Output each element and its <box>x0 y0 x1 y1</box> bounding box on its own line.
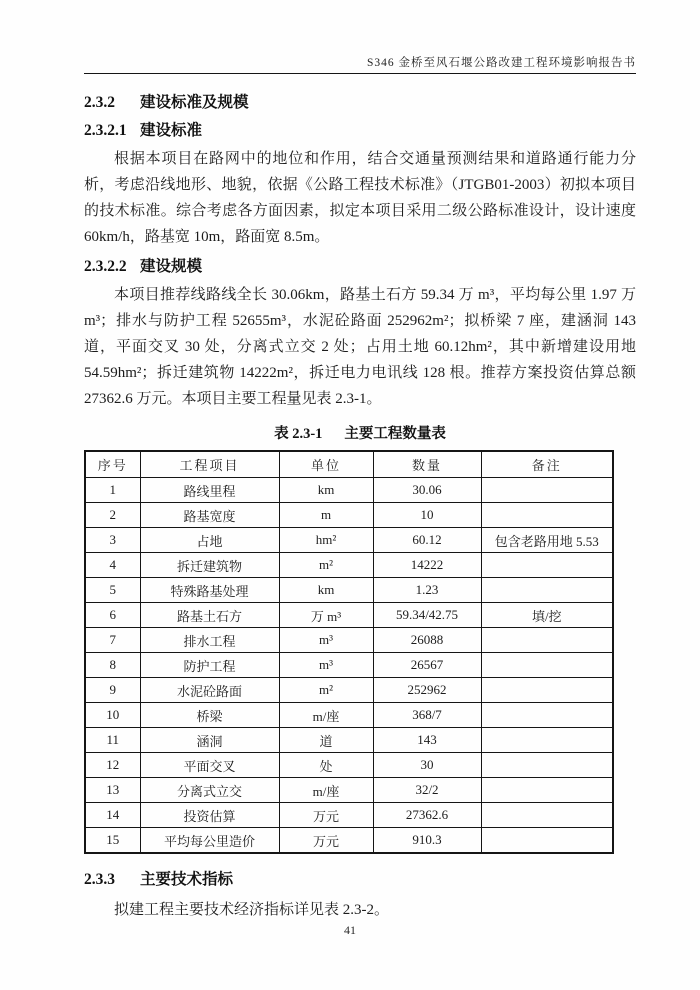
section-heading-2322 <box>84 256 636 278</box>
col-header-item: 工程项目 <box>140 451 279 478</box>
cell-unit: m² <box>279 553 373 578</box>
section-number: 2.3.3 <box>84 871 115 888</box>
cell-note <box>481 553 613 578</box>
cell-note <box>481 678 613 703</box>
cell-qty: 60.12 <box>373 528 481 553</box>
cell-seq: 9 <box>85 678 140 703</box>
cell-seq: 8 <box>85 653 140 678</box>
table-body <box>85 478 613 854</box>
cell-note <box>481 653 613 678</box>
table-caption <box>84 422 636 443</box>
cell-note: 包含老路用地 5.53 <box>481 528 613 553</box>
cell-unit: m/座 <box>279 778 373 803</box>
cell-qty: 910.3 <box>373 828 481 854</box>
table-row <box>85 753 613 778</box>
cell-item: 涵洞 <box>140 728 279 753</box>
cell-item: 占地 <box>140 528 279 553</box>
cell-qty: 14222 <box>373 553 481 578</box>
cell-seq: 6 <box>85 603 140 628</box>
cell-item: 平面交叉 <box>140 753 279 778</box>
cell-unit: km <box>279 478 373 503</box>
cell-qty: 368/7 <box>373 703 481 728</box>
cell-qty: 143 <box>373 728 481 753</box>
paragraph-construction-scale: 本项目推荐线路线全长 30.06km，路基土石方 59.34 万 m³，平均每公里 1.97 万 m³；排水与防护工程 52655m³，水泥砼路面 252962m²；拟桥梁 7 座，建涵洞 143 道，平面交叉 30 处，分离式立交 2 处；占用土地 60.12hm²，其中新增建设用地 54.59hm²；拆迁建筑物 14222m²，拆迁电力电讯线 128 根。推荐方案投资估算总额 27362.6 万元。本项目主要工程量见表 2.3-1。 <box>84 287 636 407</box>
cell-qty: 1.23 <box>373 578 481 603</box>
cell-item: 路线里程 <box>140 478 279 503</box>
section-number: 2.3.2.2 <box>84 258 127 275</box>
section-heading-2321 <box>84 120 636 142</box>
section-title: 建设规模 <box>140 258 203 275</box>
cell-seq: 15 <box>85 828 140 854</box>
cell-unit: m/座 <box>279 703 373 728</box>
cell-note <box>481 578 613 603</box>
cell-note: 填/挖 <box>481 603 613 628</box>
table-row <box>85 603 613 628</box>
cell-qty: 59.34/42.75 <box>373 603 481 628</box>
cell-unit: m³ <box>279 653 373 678</box>
cell-seq: 7 <box>85 628 140 653</box>
section-heading-233 <box>84 869 636 891</box>
cell-item: 水泥砼路面 <box>140 678 279 703</box>
paragraph-tech-indicators: 拟建工程主要技术经济指标详见表 2.3-2。 <box>114 902 389 918</box>
cell-qty: 26088 <box>373 628 481 653</box>
section-number: 2.3.2 <box>84 94 115 111</box>
cell-note <box>481 828 613 854</box>
cell-unit: 道 <box>279 728 373 753</box>
cell-seq: 12 <box>85 753 140 778</box>
table-caption-label: 表 2.3-1 <box>274 426 323 442</box>
col-header-note: 备注 <box>481 451 613 478</box>
table-row <box>85 653 613 678</box>
table-row <box>85 478 613 503</box>
cell-unit: km <box>279 578 373 603</box>
cell-unit: hm² <box>279 528 373 553</box>
cell-seq: 13 <box>85 778 140 803</box>
cell-unit: 万 m³ <box>279 603 373 628</box>
cell-note <box>481 478 613 503</box>
col-header-qty: 数量 <box>373 451 481 478</box>
table-row <box>85 703 613 728</box>
table-header-row <box>85 451 613 478</box>
cell-qty: 27362.6 <box>373 803 481 828</box>
col-header-seq: 序号 <box>85 451 140 478</box>
table-row <box>85 578 613 603</box>
cell-item: 投资估算 <box>140 803 279 828</box>
cell-seq: 5 <box>85 578 140 603</box>
page-number: 41 <box>344 923 356 937</box>
cell-qty: 30 <box>373 753 481 778</box>
cell-unit: 万元 <box>279 803 373 828</box>
running-header: S346 金桥至风石堰公路改建工程环境影响报告书 <box>366 57 636 69</box>
table-row <box>85 828 613 854</box>
cell-seq: 11 <box>85 728 140 753</box>
table-row <box>85 628 613 653</box>
table-row <box>85 803 613 828</box>
cell-unit: m² <box>279 678 373 703</box>
table-caption-title: 主要工程数量表 <box>344 426 446 442</box>
cell-item: 排水工程 <box>140 628 279 653</box>
cell-unit: m³ <box>279 628 373 653</box>
cell-item: 拆迁建筑物 <box>140 553 279 578</box>
cell-qty: 32/2 <box>373 778 481 803</box>
cell-item: 桥梁 <box>140 703 279 728</box>
cell-item: 路基土石方 <box>140 603 279 628</box>
cell-item: 特殊路基处理 <box>140 578 279 603</box>
cell-qty: 26567 <box>373 653 481 678</box>
cell-item: 分离式立交 <box>140 778 279 803</box>
section-number: 2.3.2.1 <box>84 122 127 139</box>
section-title: 建设标准及规模 <box>140 94 249 111</box>
col-header-unit: 单位 <box>279 451 373 478</box>
cell-note <box>481 628 613 653</box>
cell-note <box>481 778 613 803</box>
paragraph-design-standard: 根据本项目在路网中的地位和作用，结合交通量预测结果和道路通行能力分析，考虑沿线地形、地貌，依据《公路工程技术标准》（JTGB01-2003）初拟本项目的技术标准。综合考虑各方面因素，拟定本项目采用二级公路标准设计，设计速度 60km/h，路基宽 10m，路面宽 8.5m。 <box>84 151 636 245</box>
cell-seq: 2 <box>85 503 140 528</box>
cell-unit: m <box>279 503 373 528</box>
cell-item: 防护工程 <box>140 653 279 678</box>
cell-seq: 10 <box>85 703 140 728</box>
cell-item: 平均每公里造价 <box>140 828 279 854</box>
section-heading-232 <box>84 92 636 114</box>
cell-seq: 14 <box>85 803 140 828</box>
header-rule <box>84 73 636 74</box>
table-row <box>85 678 613 703</box>
cell-note <box>481 728 613 753</box>
table-row <box>85 728 613 753</box>
cell-note <box>481 803 613 828</box>
table-row <box>85 778 613 803</box>
cell-note <box>481 503 613 528</box>
section-title: 主要技术指标 <box>140 871 234 888</box>
cell-seq: 4 <box>85 553 140 578</box>
main-quantities-table <box>84 450 614 854</box>
table-row <box>85 553 613 578</box>
cell-qty: 252962 <box>373 678 481 703</box>
cell-note <box>481 703 613 728</box>
cell-qty: 10 <box>373 503 481 528</box>
cell-unit: 万元 <box>279 828 373 854</box>
cell-unit: 处 <box>279 753 373 778</box>
cell-item: 路基宽度 <box>140 503 279 528</box>
section-title: 建设标准 <box>140 122 203 139</box>
table-row <box>85 528 613 553</box>
cell-seq: 1 <box>85 478 140 503</box>
cell-qty: 30.06 <box>373 478 481 503</box>
table-row <box>85 503 613 528</box>
cell-seq: 3 <box>85 528 140 553</box>
cell-note <box>481 753 613 778</box>
